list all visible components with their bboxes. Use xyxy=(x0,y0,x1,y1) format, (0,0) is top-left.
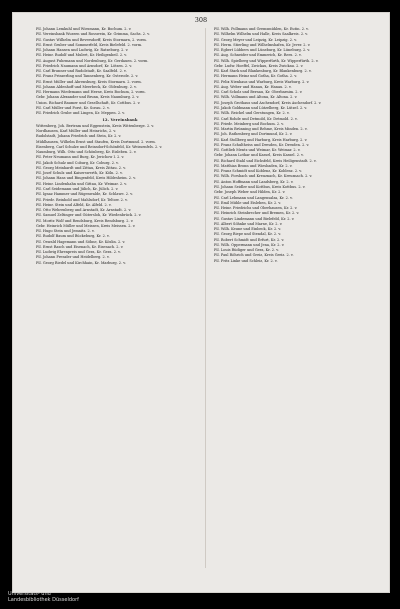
list-entry: Fil. Heinr. Friedrichs und Oberhausen, Kr. 2. v. xyxy=(214,206,298,211)
list-entry: Fil. Hermann Heinz und Gotha, Kr. Gotha. 2. v. xyxy=(214,74,298,79)
list-entry: Fil. Ernst Gruber und Sommerfeld, Kreis Bielefeld. 2. vorm. xyxy=(36,42,143,47)
list-entry: Fil. Rudolf Baum und Bückeburg, Kr. 2. v. xyxy=(36,234,110,239)
list-entry: Fil. Heinr. Lindenhahn und Gittau, Kr. Weimar. 2. v. xyxy=(36,181,127,186)
list-entry: Fil. Hugo Stein und Jemnitz. 2. v. xyxy=(36,229,95,234)
column-divider xyxy=(205,28,206,568)
list-entry: Fil. Oswald Hagemann und Söhne, Kr. Köslin. 2. v. xyxy=(36,239,126,244)
list-entry: Rudolstadt, Johann Friedrich und Stein, Kr. 2. v. xyxy=(36,134,122,139)
list-entry: Fil. Joseph Grothaus und Aschendorf, Kreis Aschendorf. 2. v. xyxy=(214,100,322,105)
list-entry: Fil. Felix Nienhaus und Warburg, Kreis Warburg. 2. v. xyxy=(214,79,310,84)
list-entry: Fil. Heinr. Rudolf und Mulert, Kr. Heiligenbeil. 2. v. xyxy=(36,53,127,58)
list-entry: Fil. Carl Rohde und Detmold, Kr. Detmold. 2. v. xyxy=(214,116,298,121)
list-entry: Fil. Albert Söhnke und Marne, Kr. 2. v. xyxy=(214,221,283,226)
list-entry: Fil. Richard Stahl und Eichsfeld, Kreis Heiligenstadt. 2. v. xyxy=(214,158,317,163)
list-entry: Fil. Carl Lehmann und Langensalza, Kr. 2. v. xyxy=(214,195,293,200)
list-entry: Fil. Joh. Rathenberg und Dortmund, Kr. 2. v. xyxy=(214,132,293,137)
list-entry: Fil. Franz Schultheiss und Dresden, Kr. Dresden. 2. v. xyxy=(214,142,310,147)
list-entry: Fil. Samuel Zeltinger und Gütersloh, Kr. Wiedenbrück. 2. v. xyxy=(36,213,142,218)
list-entry: Fil. Anton Hoffmann und Landsberg, Kr. 2. v. xyxy=(214,179,294,184)
list-entry: Fil. Johann Aldenhoff und Meerbeck, Kr. Oldenburg. 2. v. xyxy=(36,84,137,89)
list-entry: Fil. Peter Neumann und Burg, Kr. Jerichow I. 2. v. xyxy=(36,155,125,160)
list-entry: Fil. Moritz Wolf und Rendsburg, Kreis Rendsburg. 2. v. xyxy=(36,218,134,223)
list-entry: Fil. Franz Prinzerling und Tannenberg, Kr. Osterode. 2. v. xyxy=(36,74,139,79)
list-entry: Fil. Otto Wehrenberg und Arnstadt, Kr. Arnstadt. 2. v. xyxy=(36,208,132,213)
list-entry: Fil. Ernst Müller und Ahrensburg, Kreis Stormarn. 2. vorm. xyxy=(36,79,142,84)
list-entry: Fil. August Fuhrmann und Nordenburg, Kr. Gerdauen. 2. vorm. xyxy=(36,58,149,63)
list-entry: Fil. Louis Rüdiger und Gera, Kr. 2. v. xyxy=(214,248,279,253)
list-entry: Fil. Aug. Weber und Hanau, Kr. Hanau. 2. v. xyxy=(214,84,292,89)
list-entry: Fil. Herm. Stierling und Wilhelmshafen, Kr. Jever. 2. v. xyxy=(214,42,311,47)
document-page xyxy=(12,12,390,593)
list-entry: Gebr. Ludw. Hoeffel, Zwickau, Kreis Zwickau. 2. v. xyxy=(214,63,304,68)
list-entry: Fil. Ludwig Ehrenpreis und Gera, Kr. Gera. 2. v. xyxy=(36,250,121,255)
list-entry: Fil. Wilh. Pollmann und Gremsmühlen, Kr. Eutin. 2. v. xyxy=(214,27,309,31)
list-entry: Fil. Fritz Linke und Schleiz, Kr. 2. v. xyxy=(214,258,278,263)
list-entry: Fil. Wilh. Forsbach und Kreuznach, Kr. Kreuznach. 2. v. xyxy=(214,174,313,179)
list-entry: Fil. Aug. Schneider und Emmerich, Kr. Rees. 2. v. xyxy=(214,53,302,58)
section-heading: 12. Vereinsbank xyxy=(102,117,138,122)
list-entry: Fil. Johann Seidler und Kottbus, Kreis Kottbus. 2. v. xyxy=(214,184,306,189)
list-entry: Fil. Emil Mühle und Eisleben, Kr. 2. v. xyxy=(214,200,282,205)
list-entry: Naumburg, Wilh. Otto und Schönberg, Kr. Eisleben. 2. v. xyxy=(36,150,137,155)
list-entry: Mühlhausen, Wilhelm Ernst und Staufen, Kreis Dortmund. 2. vorm. xyxy=(36,139,156,144)
list-entry: Fil. Johann Lemkuhl und Wiesmann, Kr. Bochum. 2. v. xyxy=(36,27,132,31)
footer-line-1: Universitäts- und xyxy=(8,591,51,597)
list-entry: Fil. Egbert Lübbers und Lüneburg, Kr. Lüneburg. 2. v. xyxy=(214,48,311,53)
list-entry: Eisenberg, Carl Schulze und Reinsdorf-Schönfeld, Kr. Weissenfels. 2. v. xyxy=(36,144,163,149)
list-entry: Fil. Hermann Wiedemann und Herne, Kreis Bochum, 2. vorm. xyxy=(36,90,146,95)
list-entry: Fil. Georg Meinhardt und Zittau, Kreis Zittau. 2. v. xyxy=(36,165,126,170)
list-entry: Fil. Matthias Bronn und Wiesbaden, Kr. 2. v. xyxy=(214,163,293,168)
list-entry: Fil. Friedr. Reinhold und Mahlsdorf, Kr. Teltow. 2. v. xyxy=(36,197,128,202)
list-entry: Fil. Ernst Rasch und Eisenach, Kr. Eisenach. 2. v. xyxy=(36,244,124,249)
list-entry: Fil. Jakob Goldmann und Lützelberg, Kr. Lützel. 2. v. xyxy=(214,105,308,110)
list-entry: Fil. Carl Müller und Forst, Kr. Sorau. 2. v. xyxy=(36,105,110,110)
list-entry: Fil. Vereinsbank Wurzen und Rosswein, Kr. Grimma, Sachs. 2. v. xyxy=(36,32,150,37)
list-entry: Fil. Carl Scholz und Bernau, Kr. Oberbarnim. 2. v. xyxy=(214,90,303,95)
list-entry: Wittenberg, Joh. Bertram und Eggenstein, Kreis Wittenberge. 2. v. xyxy=(36,123,155,128)
list-entry: Fil. Georg Riepe und Stendal, Kr. 2. v. xyxy=(214,232,282,237)
list-entry: Fil. Gottlieb Mentz und Weimar, Kr. Weimar. 2. v. xyxy=(214,148,301,153)
list-entry: Fil. Jakob Schulz und Coburg, Kr. Coburg. 2. v. xyxy=(36,160,119,165)
list-entry: Fil. Paul Röhrich und Greiz, Kreis Greiz. 2. v. xyxy=(214,253,294,258)
list-entry: Fil. Georg Riedel und Kirchhain, Kr. Marburg. 2. v. xyxy=(36,260,126,265)
list-entry: Gebr. Johann Lothar und Kassel, Kreis Kassel. 2. v. xyxy=(214,153,304,158)
list-entry: Gebr. Johann Alexander und Brunn, Kreis Naumburg. 2. v. xyxy=(36,95,140,100)
footer-line-2: Landesbibliothek Düsseldorf xyxy=(8,597,79,603)
left-column xyxy=(36,27,204,266)
list-entry: Fil. Friedrich Grube und Lingen, Kr. Meppen. 2. v. xyxy=(36,111,125,116)
right-column xyxy=(214,27,382,264)
list-entry: Nordhausen, Karl Müller und Heinrichs, 2. v. xyxy=(36,129,117,134)
list-entry: Fil. Josef Schulz und Kaiserswerth, Kr. Köln. 2. v. xyxy=(36,171,123,176)
list-entry: Fil. Friedrich Naumann und Arnsdorf, Kr. Lötzen. 2. v. xyxy=(36,63,132,68)
list-entry: Fil. Heinrich Steinbrecher und Bremen, Kr. 2. v. xyxy=(214,211,300,216)
list-entry: Fil. Heinr. Stein und Alfeld, Kr. Alfeld. 2. v. xyxy=(36,202,112,207)
list-entry: Fil. Robert Schmidt und Erfurt, Kr. 2. v. xyxy=(214,237,285,242)
list-entry: Gebr. Heinrich Müller und Meissen, Kreis Meissen. 2. v. xyxy=(36,223,136,228)
list-entry: Fil. Wilh. Reichel und Gerstungen, Kr. 2. v. xyxy=(214,111,290,116)
list-entry: Fil. Carl Seidemann und Jülich, Kr. Jülich. 2. v. xyxy=(36,186,119,191)
library-credit xyxy=(8,591,79,603)
list-entry: Fil. Wilhelm Wilhelm und Halle, Kreis Saalkreis. 2. v. xyxy=(214,32,308,37)
list-entry: Fil. Carl Brunner und Rudolstadt, Kr. Saalfeld. 2. v. xyxy=(36,69,127,74)
list-entry: Fil. Karl Stollberg und Harburg, Kreis Harburg. 2. v. xyxy=(214,137,308,142)
list-entry: Fil. Georg Meyer und Leipzig, Kr. Leipzig. 2. v. xyxy=(214,37,297,42)
list-entry: Fil. Karl Stark und Blankenburg, Kr. Blankenburg. 2. v. xyxy=(214,69,312,74)
list-entry: Fil. Johann Prenzler und Heidelberg. 2. v. xyxy=(36,255,110,260)
list-entry: Fil. Wilh. Oppermann und Jena, Kr. 2. v. xyxy=(214,242,285,247)
list-entry: Fil. Wilh. Keune und Einbeck, Kr. 2. v. xyxy=(214,227,282,232)
list-entry: Fil. Friedr. Meinberg und Bochum. 2. v. xyxy=(214,121,284,126)
list-entry: Fil. Ignaz Hammer und Rügenwalde, Kr. Schlawe. 2. v. xyxy=(36,192,133,197)
list-entry: Fil. Martin Brünning und Rehme, Kreis Minden. 2. v. xyxy=(214,127,308,132)
list-entry: Fil. Gustav Wilhelm und Beversdorff, Kreis Stormarn, 2. vorm. xyxy=(36,37,147,42)
list-entry: Fil. Franz Schmidt und Koblenz, Kr. Koblenz. 2. v. xyxy=(214,169,302,174)
list-entry: Fil. Wilh. Spielberg und Wipperfürth, Kr. Wipperfürth. 2. v. xyxy=(214,58,319,63)
list-entry: Fil. Wilh. Vollmann und Altona, Kr. Altona. 2. v. xyxy=(214,95,298,100)
list-entry: Fil. Johann Hans und Bingenfeld, Kreis Hildesheim. 2. v. xyxy=(36,176,136,181)
list-entry: Fil. Gustav Lindemann und Bielefeld, Kr. 2. v. xyxy=(214,216,295,221)
list-entry: Fil. Johann Hansen und Ludwig, Kr. Ratzeburg. 2. v. xyxy=(36,48,129,53)
list-entry: Gebr. Joseph Weber und Hilden, Kr. 2. v. xyxy=(214,190,286,195)
page-number: 308 xyxy=(194,16,208,24)
list-entry: Union. Richard Baumer und Gesellschaft, Kr. Cottbus. 2. v. xyxy=(36,100,141,105)
